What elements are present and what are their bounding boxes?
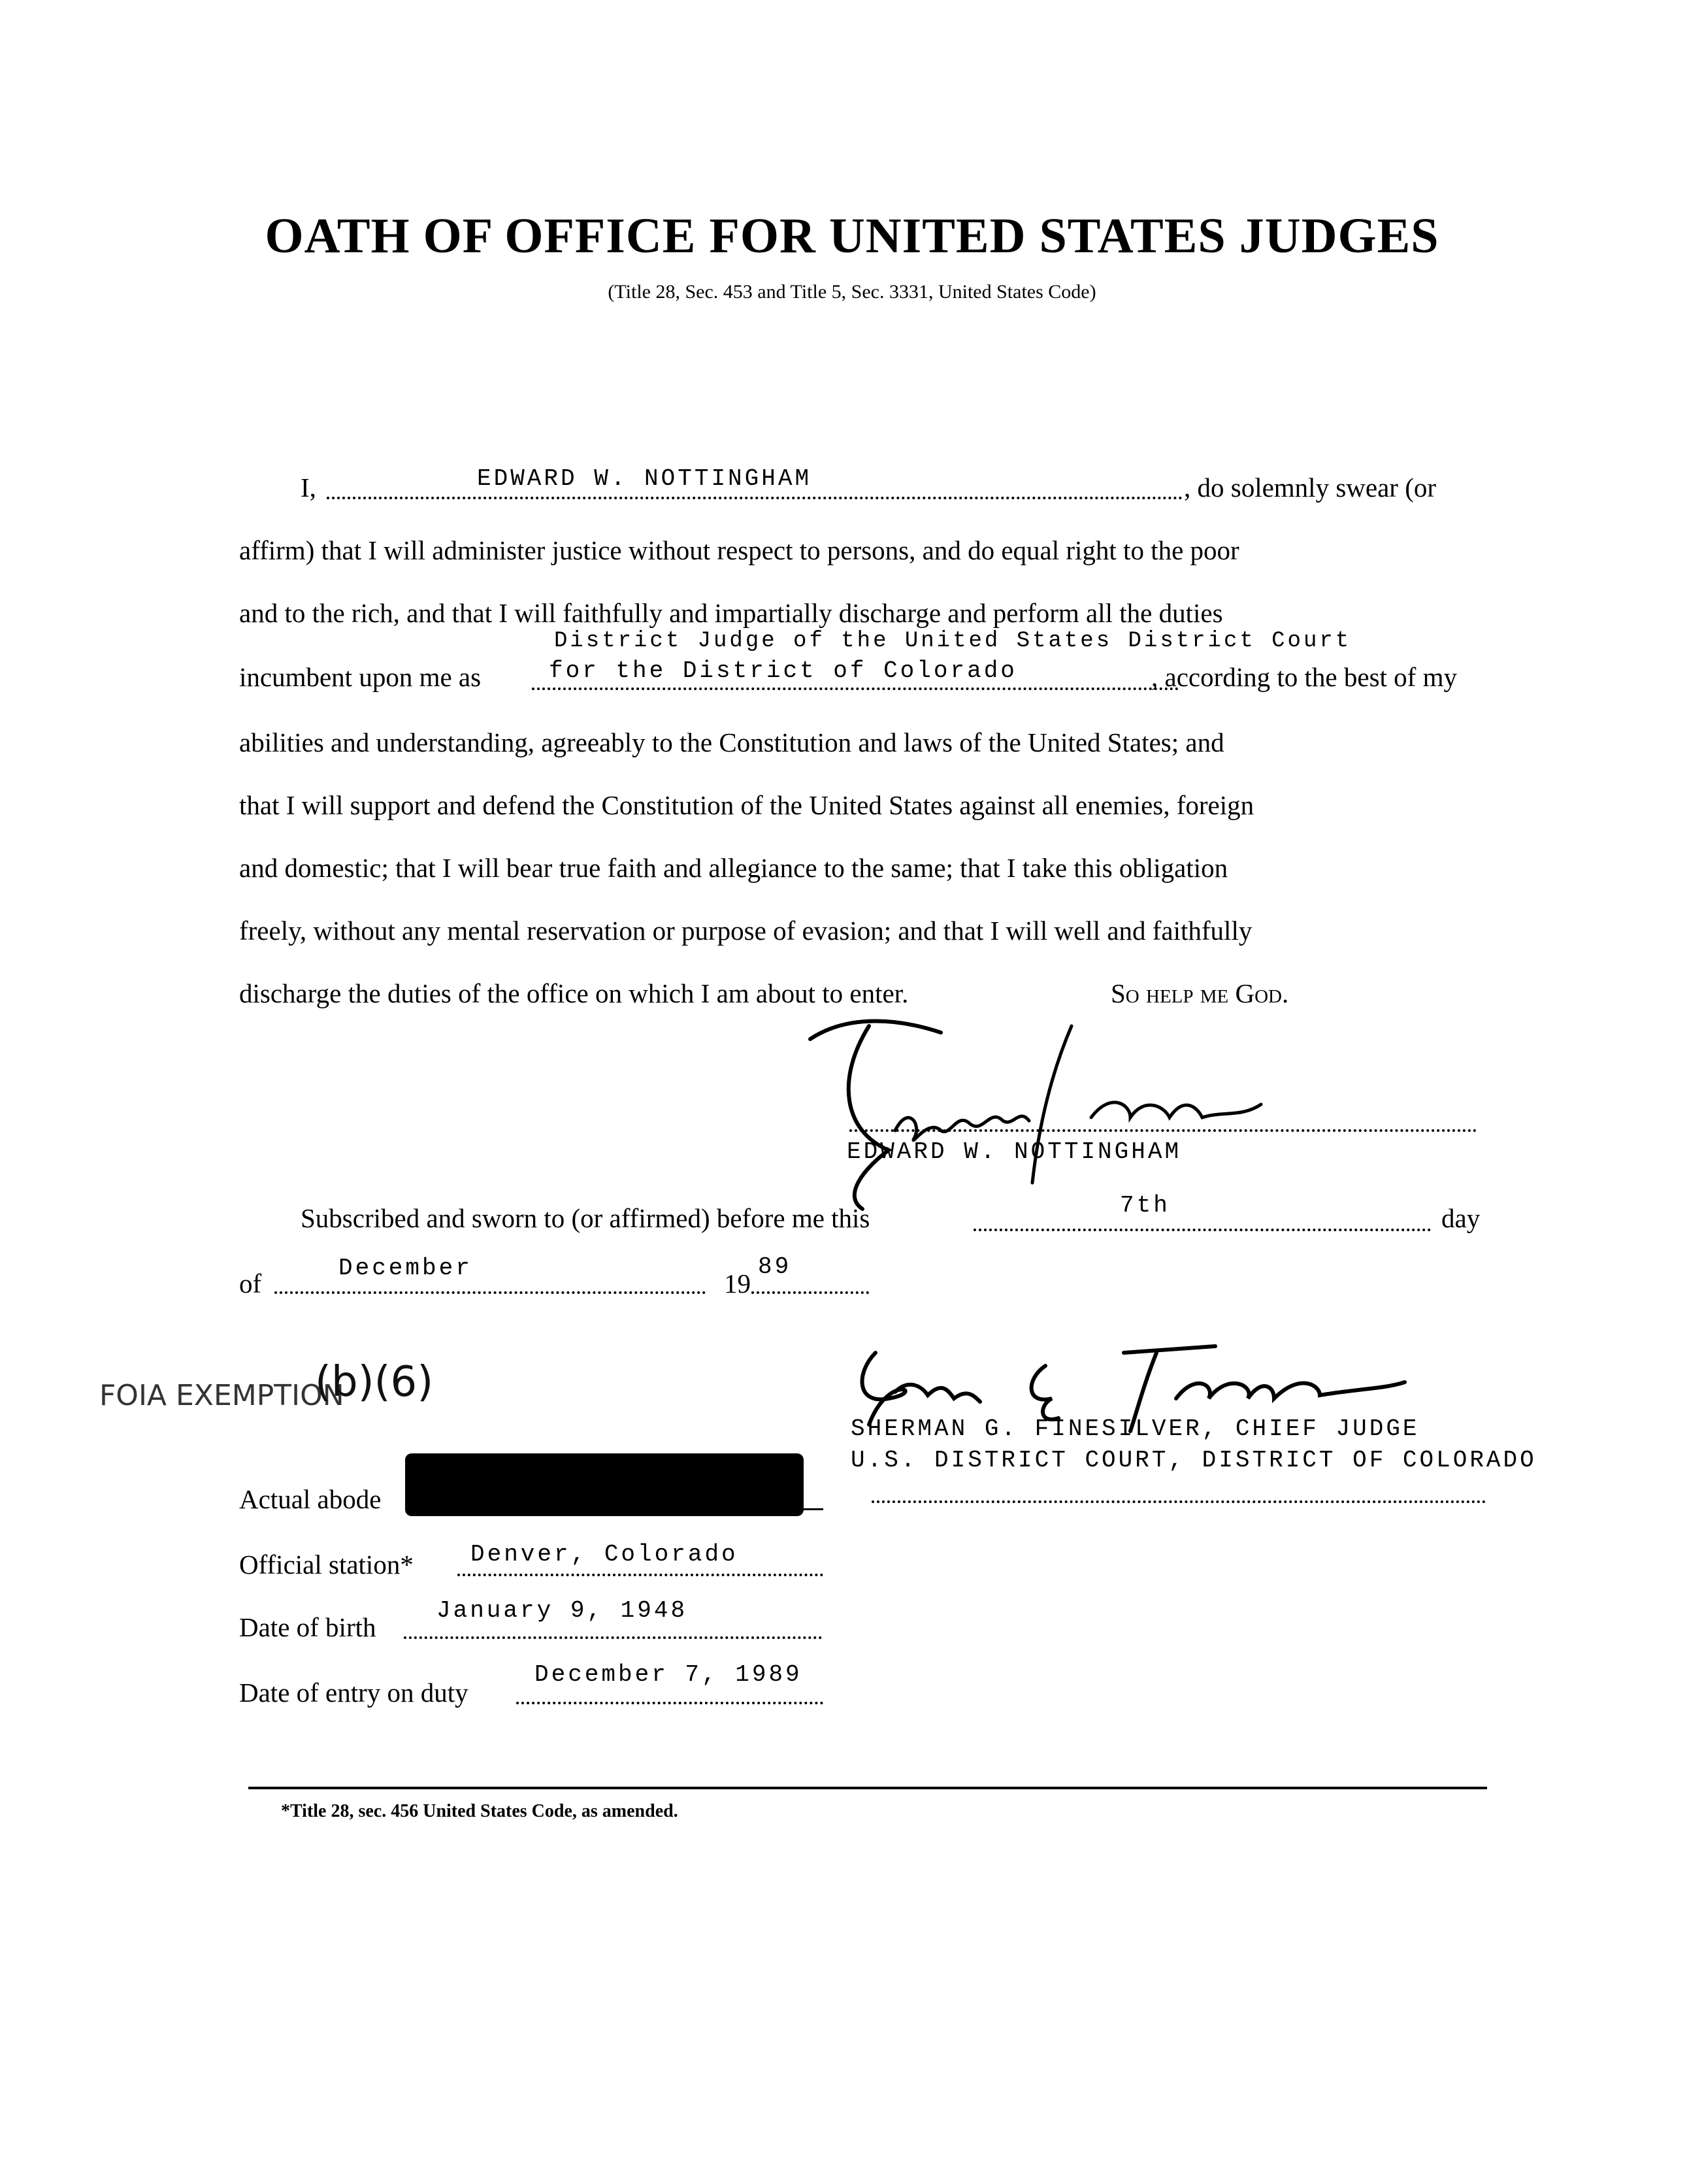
position-line-1: District Judge of the United States District Court (554, 629, 1352, 654)
oath-line-4-suffix: , according to the best of my (1151, 662, 1457, 692)
attestation-prefix: Subscribed and sworn to (or affirmed) before me this (301, 1203, 870, 1233)
chief-judge-court: U.S. DISTRICT COURT, DISTRICT OF COLORADO (851, 1447, 1537, 1474)
oath-line-5: abilities and understanding, agreeably to the Constitution and laws of the United States; and (239, 727, 1224, 757)
judge-name-field: EDWARD W. NOTTINGHAM (477, 465, 812, 492)
station-label: Official station* (239, 1549, 414, 1580)
attestation-day-label: day (1441, 1203, 1481, 1233)
oath-line-2: affirm) that I will administer justice without respect to persons, and do equal right to the poor (239, 535, 1239, 565)
day-dotted-line (974, 1229, 1431, 1231)
footnote: *Title 28, sec. 456 United States Code, as amended. (281, 1801, 678, 1821)
station-dotted-line (457, 1574, 823, 1576)
birth-label: Date of birth (239, 1612, 376, 1642)
abode-redaction (405, 1453, 804, 1516)
oath-line-4-prefix: incumbent upon me as (239, 662, 482, 692)
chief-judge-dotted-line (872, 1500, 1486, 1503)
station-value: Denver, Colorado (470, 1541, 738, 1568)
oath-line-8: freely, without any mental reservation or purpose of evasion; and that I will well and faithfully (239, 916, 1253, 946)
foia-stamp: FOIA EXEMPTION (99, 1379, 344, 1412)
attestation-year-prefix: 19 (724, 1268, 751, 1299)
oath-line-3: and to the rich, and that I will faithfully and impartially discharge and perform all the duties (239, 598, 1223, 628)
footnote-rule (248, 1787, 1487, 1789)
position-line-2: for the District of Colorado (549, 657, 1017, 684)
attestation-of-label: of (239, 1268, 262, 1299)
judge-typed-name: EDWARD W. NOTTINGHAM (847, 1138, 1182, 1165)
entry-value: December 7, 1989 (534, 1661, 802, 1688)
attestation-year: 89 (758, 1253, 792, 1280)
page-subtitle: (Title 28, Sec. 453 and Title 5, Sec. 3331, United States Code) (608, 281, 1096, 303)
oath-line-9: discharge the duties of the office on which I am about to enter. (239, 978, 909, 1008)
position-dotted-line (532, 687, 1179, 690)
name-dotted-line (327, 497, 1183, 499)
birth-value: January 9, 1948 (436, 1597, 688, 1624)
abode-label: Actual abode (239, 1484, 382, 1514)
oath-opening: I, (301, 472, 316, 503)
year-dotted-line (751, 1291, 869, 1294)
abode-underline (784, 1508, 823, 1510)
oath-closing: So help me God. (1111, 978, 1289, 1008)
foia-exemption-code: (b)(6) (315, 1358, 434, 1406)
page-title: OATH OF OFFICE FOR UNITED STATES JUDGES (265, 208, 1439, 263)
oath-after-name: , do solemnly swear (or (1184, 472, 1436, 503)
judge-signature-line (849, 1129, 1477, 1132)
attestation-month: December (338, 1255, 472, 1282)
entry-dotted-line (516, 1702, 823, 1704)
birth-dotted-line (404, 1636, 822, 1639)
oath-line-6: that I will support and defend the Constitution of the United States against all enemies, foreign (239, 790, 1254, 820)
judge-signature (797, 1000, 1320, 1216)
oath-line-7: and domestic; that I will bear true faith and allegiance to the same; that I take this obligation (239, 853, 1228, 883)
entry-label: Date of entry on duty (239, 1678, 468, 1708)
chief-judge-name-title: SHERMAN G. FINESILVER, CHIEF JUDGE (851, 1415, 1420, 1442)
attestation-day: 7th (1120, 1192, 1170, 1219)
month-dotted-line (274, 1291, 706, 1294)
